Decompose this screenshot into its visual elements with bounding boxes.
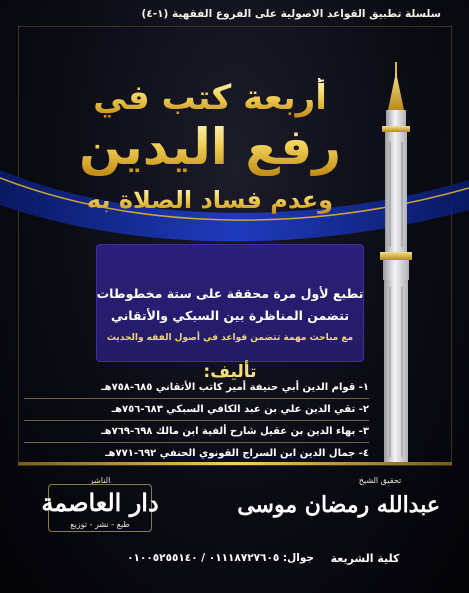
editor-name: عبدالله رمضان موسى [237,492,440,518]
publisher-label: الناشر [89,476,111,485]
phone-numbers: جوال: ٠١١١٨٧٢٧٦٠٥ / ٠١٠٠٥٢٥٥١٤٠ [127,552,314,564]
faculty-label: كلية الشريعة [330,552,400,565]
author-item-2: ٢- تقي الدين علي بن عبد الكافي السبكي ٦٨٣-٧٥٦هـ [111,404,369,415]
series-title: سلسلة تطبيق القواعد الاصولية على الفروع الفقهية (١-٤) [141,8,441,20]
publish-note-2: تتضمن المناظرة بين السبكي والأتقاني [110,308,350,323]
publish-note-3: مع مباحث مهمة تتضمن قواعد في أصول الفقه والحديث [106,333,354,343]
publisher-tagline: طبع - نشر - توزيع [70,520,130,529]
publish-note-1: تطبع لأول مرة محققة على ستة مخطوطات [96,286,364,301]
title-line-1: أربعة كتب في [70,78,350,118]
minaret-illustration [358,62,438,462]
authors-heading: تأليف: [203,362,257,382]
gold-divider [18,462,452,465]
author-divider [24,442,369,443]
info-panel [96,244,364,362]
author-divider [24,398,369,399]
author-item-3: ٣- بهاء الدين بن عقيل شارح ألفية ابن مالك ٦٩٨-٧٦٩هـ [101,426,369,437]
author-divider [24,420,369,421]
author-item-4: ٤- جمال الدين ابن السراج القونوي الحنفي ٦٩٢-٧٧١هـ [105,448,369,459]
editor-label: تحقيق الشيخ [358,476,402,485]
publisher-logo: دار العاصمة [41,488,159,517]
main-title: رفع اليدين [60,118,360,176]
author-item-1: ١- قوام الدين أبي حنيفة أمير كاتب الأتقاني ٦٨٥-٧٥٨هـ [101,382,369,393]
subtitle: وعدم فساد الصلاة به [80,186,340,214]
